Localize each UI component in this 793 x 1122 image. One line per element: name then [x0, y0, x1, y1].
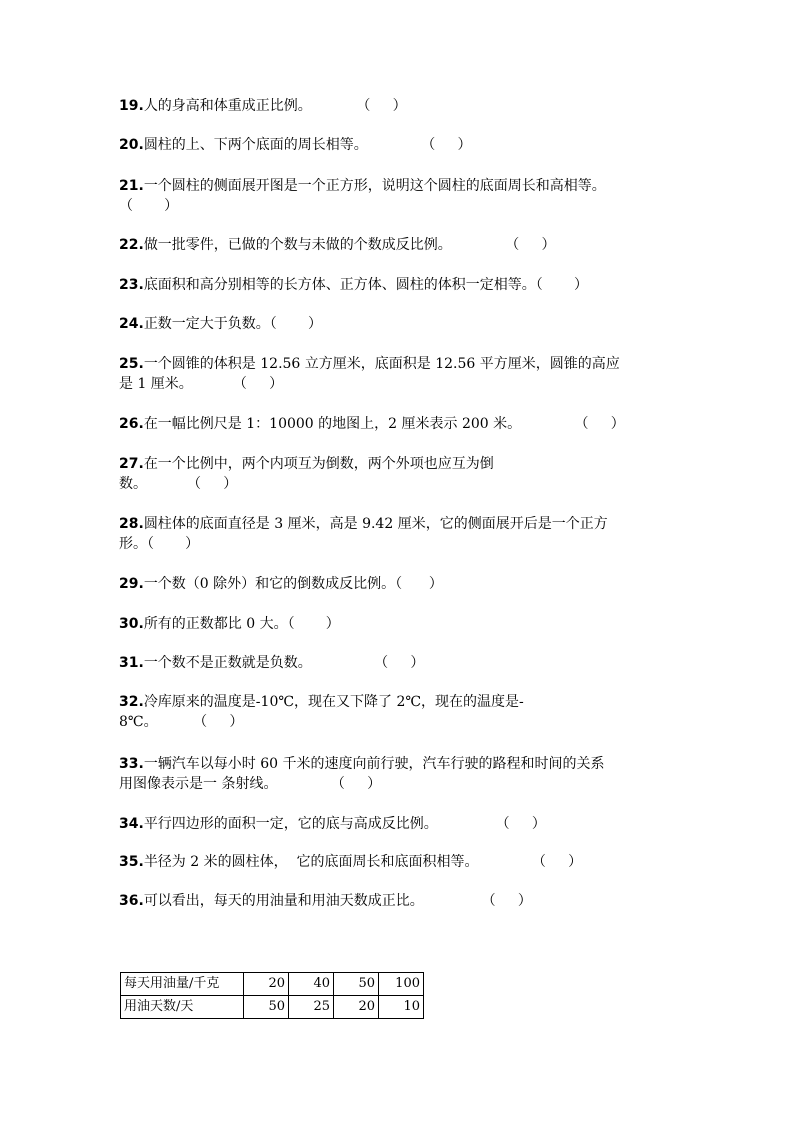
- question-32: [119, 692, 679, 732]
- question-19: [119, 96, 679, 116]
- question-text: 可以看出，每天的用油量和用油天数成正比。 （ ）: [143, 893, 532, 909]
- question-20: [119, 135, 679, 155]
- question-22: [119, 235, 679, 255]
- question-text-line2: 形。（ ）: [119, 536, 200, 552]
- table-cell: 20: [244, 973, 289, 996]
- question-number: 25.: [119, 356, 144, 372]
- question-text: 圆柱的上、下两个底面的周长相等。 （ ）: [143, 137, 472, 153]
- question-29: [119, 574, 679, 594]
- question-number: 22.: [119, 237, 144, 253]
- question-28: [119, 514, 679, 554]
- question-24: [119, 314, 679, 334]
- question-text: 一个圆柱的侧面展开图是一个正方形，说明这个圆柱的底面周长和高相等。: [143, 178, 606, 194]
- question-31: [119, 653, 679, 673]
- question-text: 半径为 2 米的圆柱体， 它的底面周长和底面积相等。 （ ）: [143, 854, 583, 870]
- question-text: 圆柱体的底面直径是 3 厘米，高是 9.42 厘米，它的侧面展开后是一个正方: [143, 516, 608, 532]
- question-21: [119, 176, 679, 216]
- question-text: 冷库原来的温度是-10℃，现在又下降了 2℃，现在的温度是-: [143, 694, 524, 710]
- question-text-line2: 是 1 厘米。 （ ）: [119, 376, 284, 392]
- question-number: 30.: [119, 616, 144, 632]
- question-35: [119, 852, 679, 872]
- oil-usage-table: [120, 972, 424, 1019]
- row-header: 每天用油量/千克: [121, 973, 244, 996]
- question-number: 19.: [119, 98, 144, 114]
- question-number: 26.: [119, 416, 144, 432]
- question-25: [119, 354, 679, 394]
- question-number: 36.: [119, 893, 144, 909]
- question-text-line2: 8℃。 （ ）: [119, 714, 244, 730]
- question-text-line2: 数。 （ ）: [119, 476, 238, 492]
- table-cell: 50: [334, 973, 379, 996]
- question-number: 29.: [119, 576, 144, 592]
- table-cell: 25: [289, 996, 334, 1019]
- question-text: 底面积和高分别相等的长方体、正方体、圆柱的体积一定相等。（ ）: [143, 277, 588, 293]
- question-number: 34.: [119, 816, 144, 832]
- table-cell: 40: [289, 973, 334, 996]
- question-30: [119, 614, 679, 634]
- table-row: [121, 996, 424, 1019]
- question-text: 平行四边形的面积一定，它的底与高成反比例。 （ ）: [143, 816, 546, 832]
- question-number: 32.: [119, 694, 144, 710]
- question-number: 20.: [119, 137, 144, 153]
- question-26: [119, 414, 679, 434]
- question-text: 正数一定大于负数。（ ）: [143, 316, 322, 332]
- question-text: 所有的正数都比 0 大。（ ）: [143, 616, 340, 632]
- question-number: 23.: [119, 277, 144, 293]
- question-number: 28.: [119, 516, 144, 532]
- question-text: 在一幅比例尺是 1：10000 的地图上，2 厘米表示 200 米。 （ ）: [143, 416, 625, 432]
- table-cell: 10: [379, 996, 424, 1019]
- question-number: 33.: [119, 756, 144, 772]
- table-row: [121, 973, 424, 996]
- table-cell: 50: [244, 996, 289, 1019]
- question-27: [119, 454, 679, 494]
- question-36: [119, 891, 679, 911]
- question-text: 做一批零件，已做的个数与未做的个数成反比例。 （ ）: [143, 237, 556, 253]
- question-text: 一个圆锥的体积是 12.56 立方厘米，底面积是 12.56 平方厘米，圆锥的高应: [143, 356, 620, 372]
- table-cell: 20: [334, 996, 379, 1019]
- question-number: 31.: [119, 655, 144, 671]
- question-text-line2: （ ）: [119, 198, 179, 214]
- question-text: 人的身高和体重成正比例。 （ ）: [143, 98, 407, 114]
- question-text: 在一个比例中，两个内项互为倒数，两个外项也应互为倒: [143, 456, 494, 472]
- question-text: 一辆汽车以每小时 60 千米的速度向前行驶，汽车行驶的路程和时间的关系: [143, 756, 605, 772]
- question-number: 21.: [119, 178, 144, 194]
- question-number: 24.: [119, 316, 144, 332]
- question-text: 一个数（0 除外）和它的倒数成反比例。（ ）: [143, 576, 443, 592]
- question-34: [119, 814, 679, 834]
- row-header: 用油天数/天: [121, 996, 244, 1019]
- question-number: 27.: [119, 456, 144, 472]
- question-text: 一个数不是正数就是负数。 （ ）: [143, 655, 425, 671]
- question-text-line2: 用图像表示是一 条射线。 （ ）: [119, 776, 382, 792]
- table-cell: 100: [379, 973, 424, 996]
- question-23: [119, 275, 679, 295]
- question-33: [119, 754, 679, 794]
- question-number: 35.: [119, 854, 144, 870]
